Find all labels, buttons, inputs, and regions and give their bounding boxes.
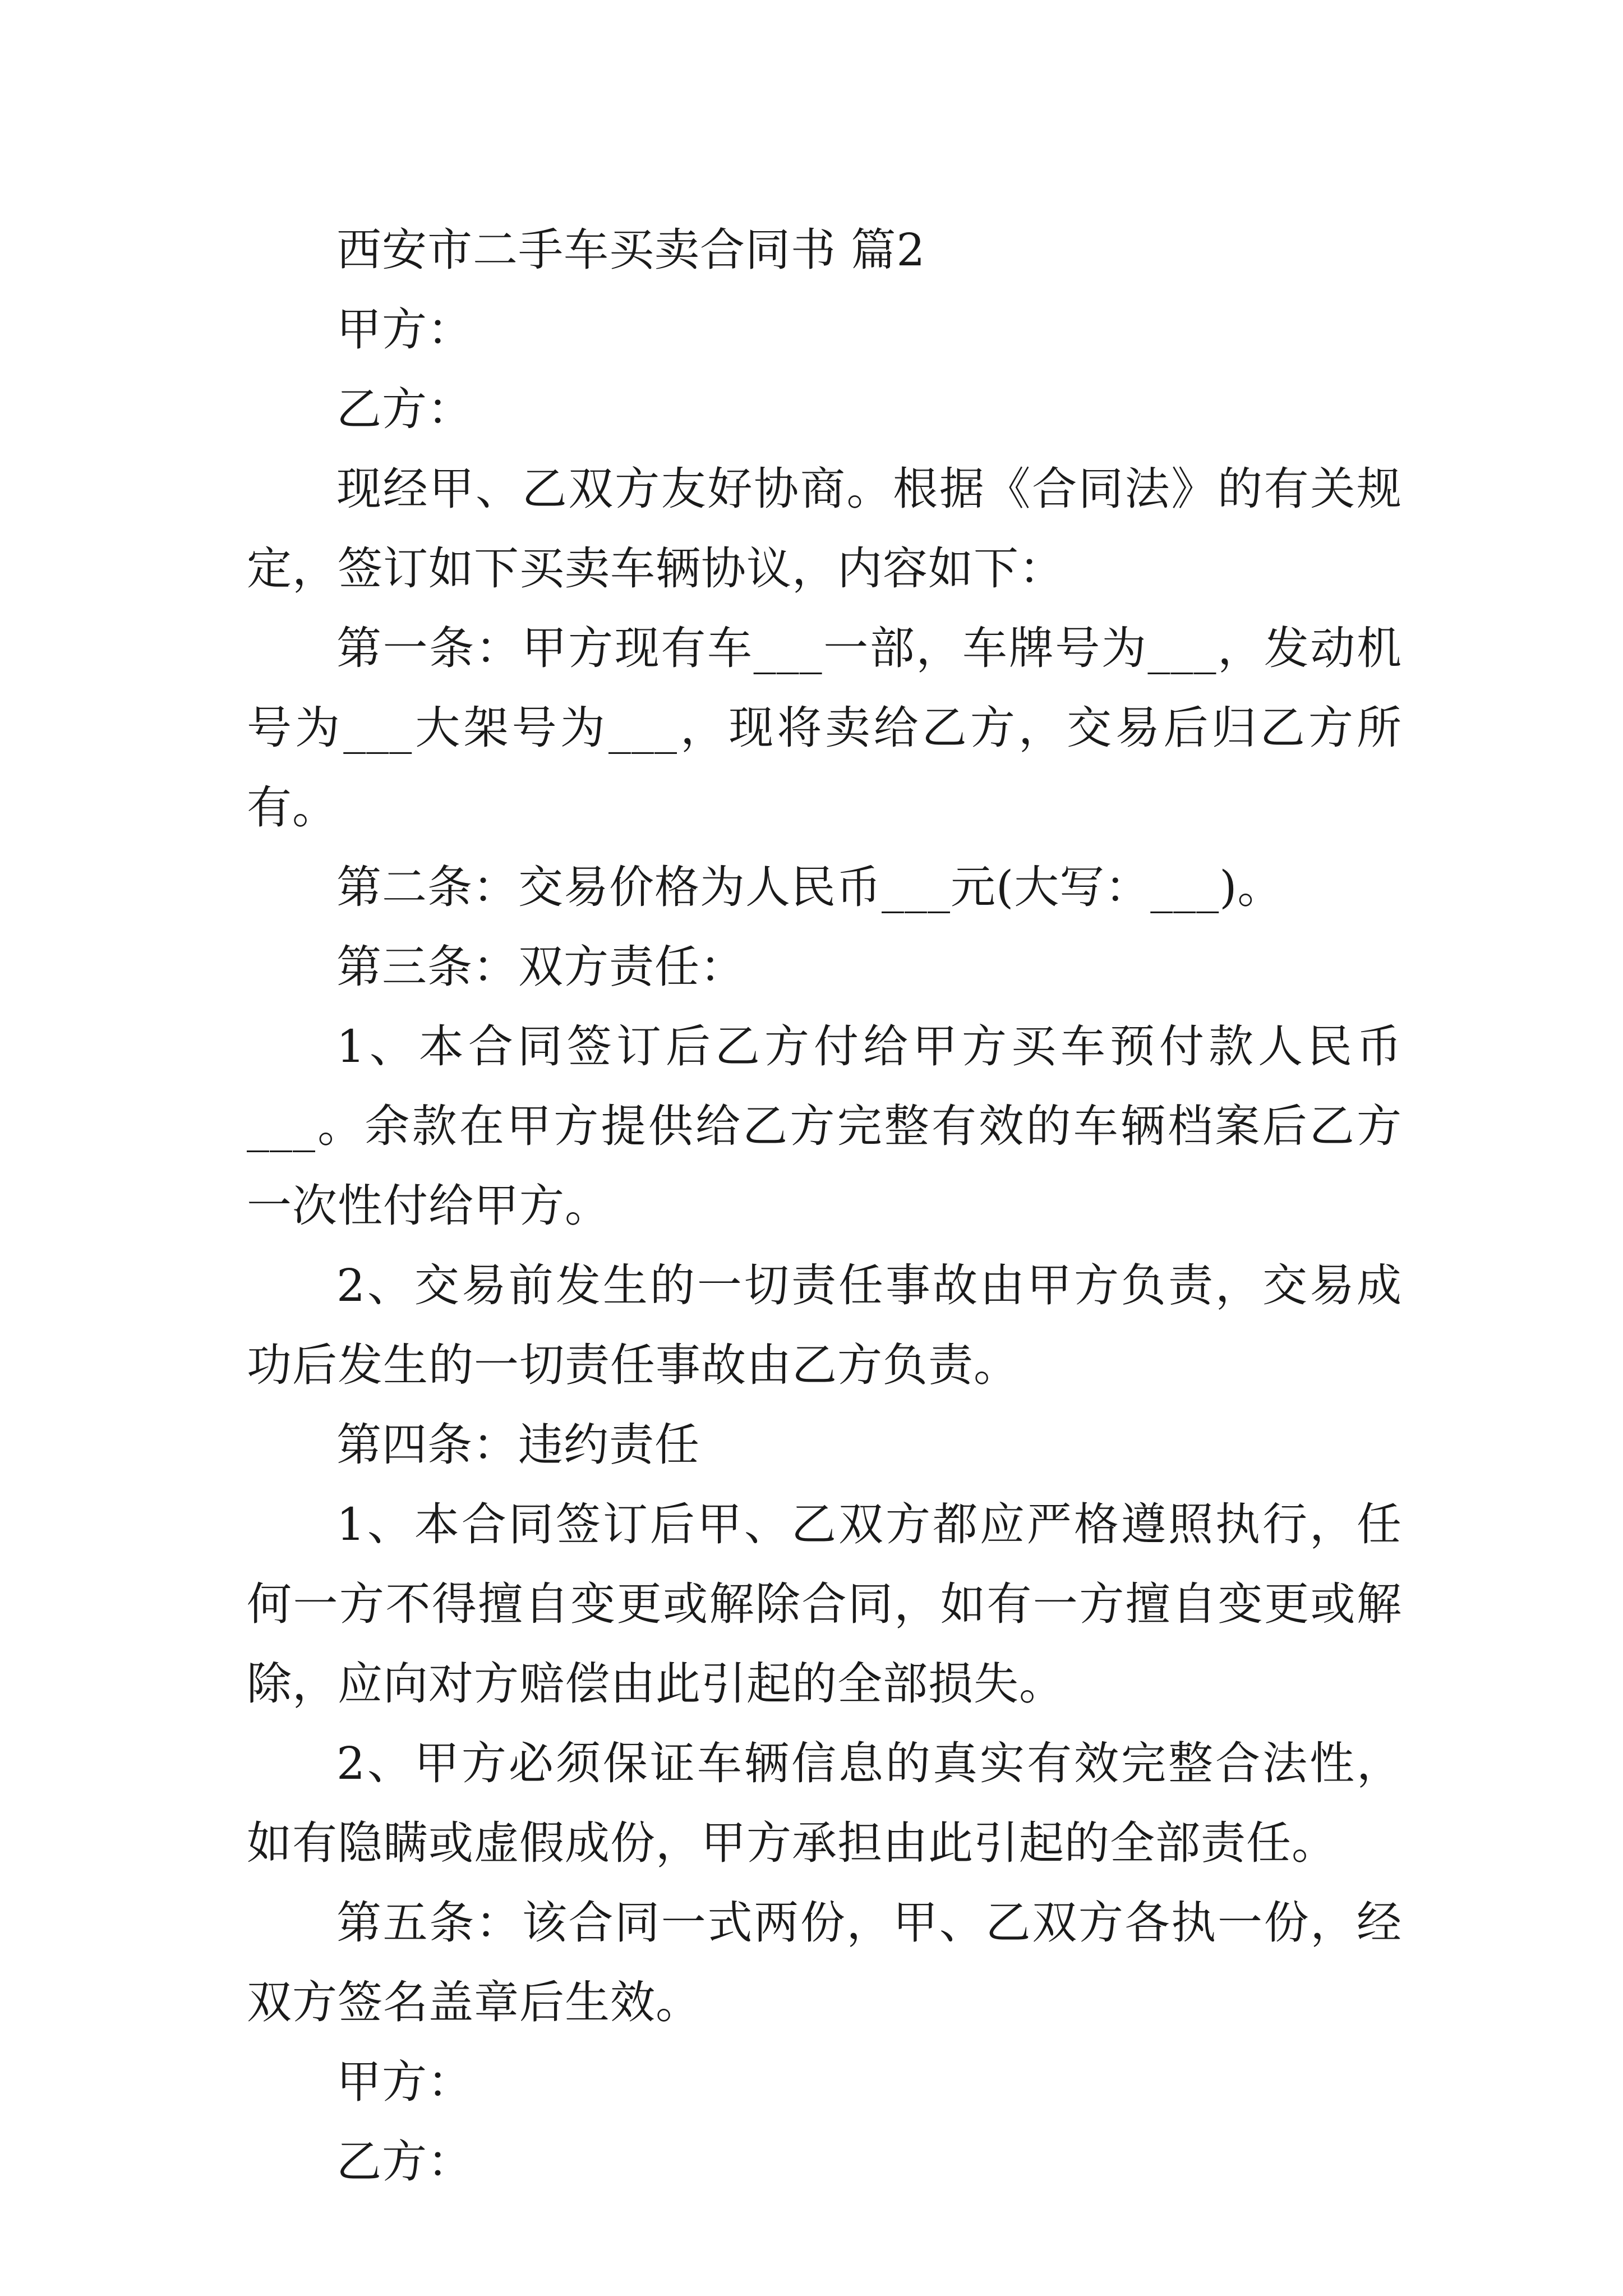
article-3-heading: 第三条：双方责任： bbox=[336, 941, 745, 993]
signature-party-b: 乙方： bbox=[336, 2136, 473, 2188]
preamble-paragraph: 现经甲、乙双方友好协商。根据《合同法》的有关规定，签订如下买卖车辆协议，内容如下： bbox=[247, 463, 1402, 595]
document-title: 西安市二手车买卖合同书 篇2 bbox=[336, 224, 926, 276]
article-4-item-2: 2、甲方必须保证车辆信息的真实有效完整合法性，如有隐瞒或虚假成份，甲方承担由此引起的全部责任。 bbox=[247, 1737, 1402, 1869]
article-1-paragraph: 第一条：甲方现有车___一部，车牌号为___，发动机号为___大架号为___，现将卖给乙方，交易后归乙方所有。 bbox=[247, 622, 1402, 834]
party-a-label: 甲方： bbox=[336, 303, 473, 356]
article-3-item-2: 2、交易前发生的一切责任事故由甲方负责，交易成功后发生的一切责任事故由乙方负责。 bbox=[247, 1259, 1402, 1391]
article-4-heading: 第四条：违约责任 bbox=[336, 1419, 700, 1471]
article-5-paragraph: 第五条：该合同一式两份，甲、乙双方各执一份，经双方签名盖章后生效。 bbox=[247, 1897, 1402, 2028]
article-4-item-1: 1、本合同签订后甲、乙双方都应严格遵照执行，任何一方不得擅自变更或解除合同，如有一方擅自变更或解除，应向对方赔偿由此引起的全部损失。 bbox=[247, 1498, 1402, 1710]
party-b-label: 乙方： bbox=[336, 383, 473, 435]
article-2-paragraph: 第二条：交易价格为人民币___元(大写：___)。 bbox=[336, 861, 1283, 913]
signature-party-a: 甲方： bbox=[336, 2056, 473, 2108]
article-3-item-1: 1、本合同签订后乙方付给甲方买车预付款人民币___。余款在甲方提供给乙方完整有效的车辆档案后乙方一次性付给甲方。 bbox=[247, 1020, 1402, 1232]
document-body bbox=[247, 210, 1402, 2202]
